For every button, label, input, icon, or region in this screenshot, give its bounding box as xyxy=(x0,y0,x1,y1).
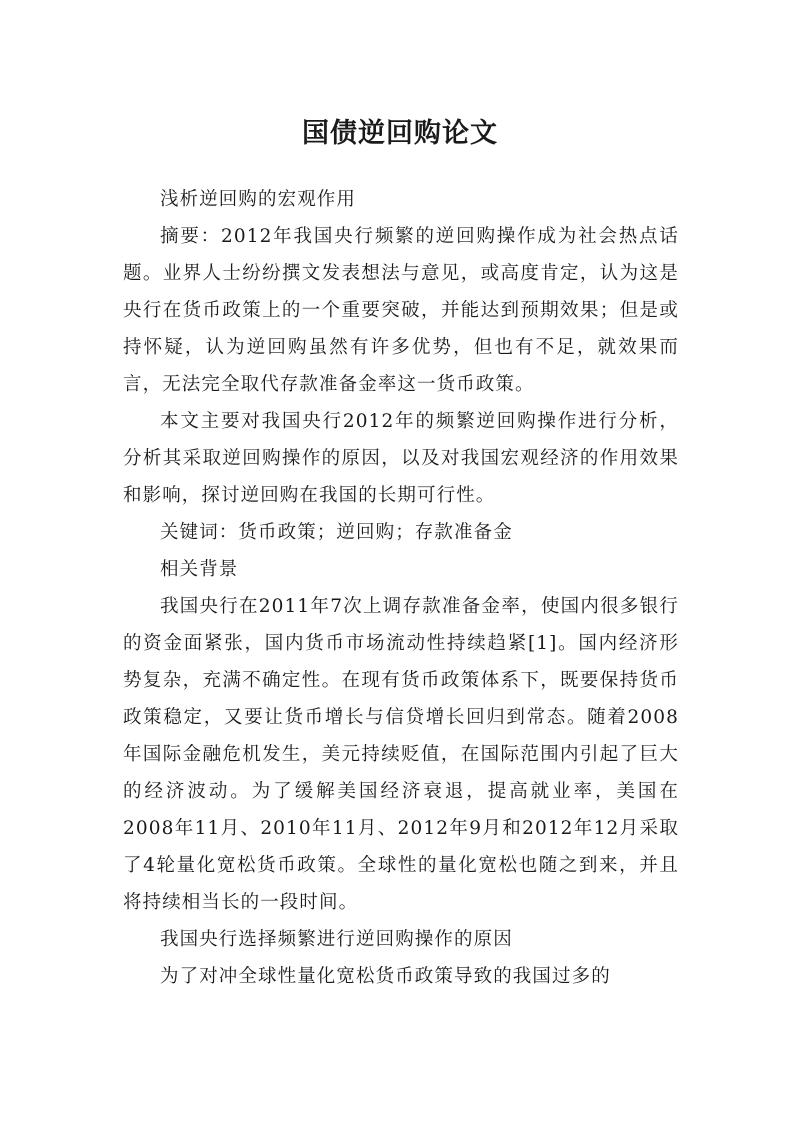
document-title: 国债逆回购论文 xyxy=(302,118,498,150)
abstract-paragraph: 摘要：2012年我国央行频繁的逆回购操作成为社会热点话题。业界人士纷纷撰文发表想法与意见，或高度肯定，认为这是央行在货币政策上的一个重要突破，并能达到预期效果；但是或持怀疑，认为逆回购虽然有许多优势，但也有不足，就效果而言，无法完全取代存款准备金率这一货币政策。 xyxy=(123,226,679,395)
background-paragraph: 我国央行在2011年7次上调存款准备金率，使国内很多银行的资金面紧张，国内货币市场流动性持续趋紧[1]。国内经济形势复杂，充满不确定性。在现有货币政策体系下，既要保持货币政策稳定，又要让货币增长与信贷增长回归到常态。随着2008年国际金融危机发生，美元持续贬值，在国际范围内引起了巨大的经济波动。为了缓解美国经济衰退，提高就业率，美国在2008年11月、2010年11月、2012年9月和2012年12月采取了4轮量化宽松货币政策。全球性的量化宽松也随之到来，并且将持续相当长的一段时间。 xyxy=(123,596,679,913)
section-heading-reasons: 我国央行选择频繁进行逆回购操作的原因 xyxy=(160,929,513,950)
reasons-paragraph: 为了对冲全球性量化宽松货币政策导致的我国过多的 xyxy=(160,966,611,987)
intro-paragraph: 本文主要对我国央行2012年的频繁逆回购操作进行分析，分析其采取逆回购操作的原因，以及对我国宏观经济的作用效果和影响，探讨逆回购在我国的长期可行性。 xyxy=(123,411,679,506)
document-body xyxy=(123,181,679,995)
section-heading-background: 相关背景 xyxy=(160,559,239,580)
keywords-line: 关键词：货币政策；逆回购；存款准备金 xyxy=(160,522,513,543)
section-heading-macro-role: 浅析逆回购的宏观作用 xyxy=(160,189,357,210)
